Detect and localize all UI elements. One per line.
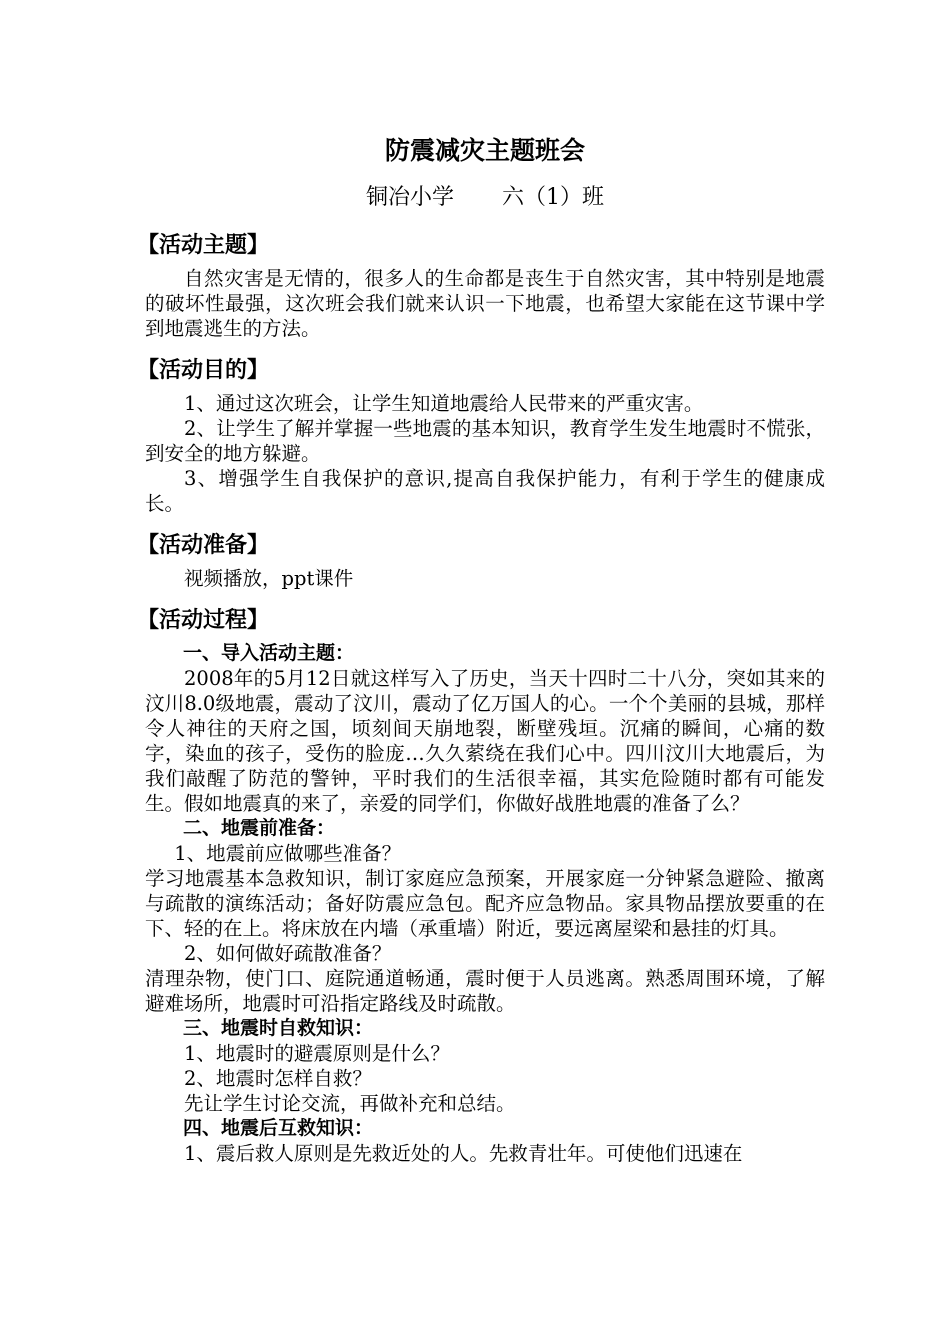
purpose-item-2: 2、让学生了解并掌握一些地震的基本知识，教育学生发生地震时不慌张，到安全的地方躲避。 [145,417,825,465]
purpose-list [145,391,825,516]
process-part3-note: 先让学生讨论交流，再做补充和总结。 [184,1092,516,1115]
process-part3-question-2: 2、地震时怎样自救？ [184,1067,372,1090]
subtitle-school: 铜冶小学 [365,185,454,210]
process-part2-question-1: 1、地震前应做哪些准备？ [174,842,402,865]
process-part2-answer-2: 清理杂物，使门口、庭院通道畅通，震时便于人员逃离。熟悉周围环境，了解避难场所，地震时可沿指定路线及时疏散。 [145,967,825,1015]
process-part3-question-1: 1、地震时的避震原则是什么？ [184,1042,450,1065]
process-part2-question-2: 2、如何做好疏散准备？ [184,942,392,965]
section-heading-preparation: 【活动准备】 [137,533,270,558]
process-part3-title: 三、地震时自救知识： [183,1017,374,1039]
document-content [137,132,825,1166]
theme-paragraph: 自然灾害是无情的，很多人的生命都是丧生于自然灾害，其中特别是地震的破坏性最强，这次班会我们就来认识一下地震，也希望大家能在这节课中学到地震逃生的方法。 [145,267,825,340]
purpose-item-1: 1、通过这次班会，让学生知道地震给人民带来的严重灾害。 [184,392,704,415]
process-part4-title: 四、地震后互救知识： [183,1117,374,1139]
process-part1-title: 一、导入活动主题： [183,642,355,664]
preparation-paragraph: 视频播放，ppt课件 [184,567,354,590]
section-heading-theme: 【活动主题】 [137,233,270,258]
process-part4-paragraph: 1、震后救人原则是先救近处的人。先救青壮年。可使他们迅速在 [184,1142,743,1165]
subtitle-class: 六（1）班 [502,185,604,210]
process-part2-answer-1: 学习地震基本急救知识，制订家庭应急预案，开展家庭一分钟紧急避险、撤离与疏散的演练活动；备好防震应急包。配齐应急物品。家具物品摆放要重的在下、轻的在上。将床放在内墙（承重墙）附近，要远离屋梁和悬挂的灯具。 [145,867,825,940]
document-title: 防震减灾主题班会 [384,136,585,165]
document-subtitle [145,180,825,216]
process-part2-title: 二、地震前准备： [183,817,336,839]
section-heading-purpose: 【活动目的】 [137,358,270,383]
purpose-item-3: 3、增强学生自我保护的意识,提高自我保护能力，有利于学生的健康成长。 [145,467,825,515]
process-part1-paragraph: 2008年的5月12日就这样写入了历史，当天十四时二十八分，突如其来的汶川8.0级地震，震动了汶川，震动了亿万国人的心。一个个美丽的县城，那样令人神往的天府之国，顷刻间天崩地裂，断壁残垣。沉痛的瞬间，心痛的数字，染血的孩子，受伤的脸庞…久久萦绕在我们心中。四川汶川大地震后，为我们敲醒了防范的警钟，平时我们的生活很幸福，其实危险随时都有可能发生。假如地震真的来了，亲爱的同学们，你做好战胜地震的准备了么？ [145,667,825,815]
section-heading-process: 【活动过程】 [137,608,270,633]
